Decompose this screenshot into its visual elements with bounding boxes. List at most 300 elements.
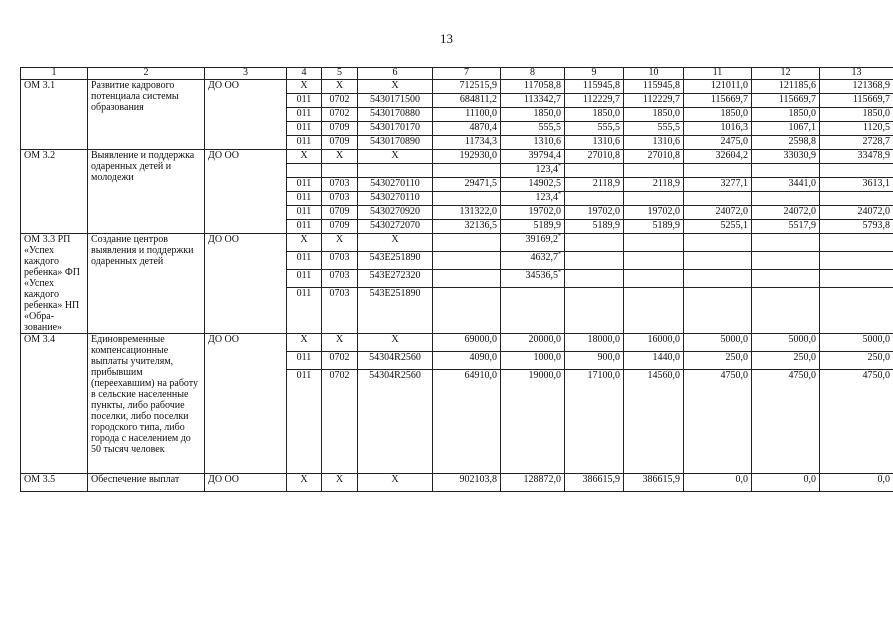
cell-value: 0703	[329, 269, 350, 281]
cell-value: 1440,0	[652, 352, 680, 363]
measure-name: Выявление и поддержка одаренных детей и молодежи	[88, 150, 205, 234]
cell-value: 121185,6	[778, 80, 816, 91]
cell-2022	[684, 136, 752, 150]
cell-2024	[820, 192, 893, 206]
cell-2019	[501, 108, 565, 122]
cell-csr	[358, 269, 433, 287]
cell-total	[433, 269, 501, 287]
column-header: 10	[624, 68, 684, 80]
cell-value: 684811,2	[459, 94, 497, 105]
cell-csr	[358, 94, 433, 108]
cell-value: 27010,8	[647, 150, 680, 161]
cell-gr	[287, 220, 322, 234]
measure-code: ОМ 3.5	[21, 474, 88, 492]
cell-value: 1310,6	[533, 136, 561, 147]
cell-2021	[624, 334, 684, 352]
cell-value: 0703	[329, 251, 350, 263]
cell-value: X	[300, 80, 308, 91]
cell-value: 011	[296, 108, 312, 119]
cell-total	[433, 206, 501, 220]
cell-2024	[820, 220, 893, 234]
measure-name: Создание центров выявления и поддержки одаренных детей	[88, 234, 205, 334]
cell-value: 0709	[329, 206, 350, 217]
cell-2024	[820, 234, 893, 252]
cell-2020	[565, 94, 624, 108]
cell-value: 543E272320	[369, 269, 421, 281]
cell-value: 0709	[329, 136, 350, 147]
cell-total	[433, 220, 501, 234]
cell-2023	[752, 206, 820, 220]
cell-2020	[565, 234, 624, 252]
cell-value: X	[300, 150, 308, 161]
cell-value: 4870,4	[469, 122, 497, 133]
cell-2024	[820, 178, 893, 192]
cell-section	[322, 251, 358, 269]
cell-value: 19000,0	[528, 370, 561, 381]
cell-value: 1850,0	[788, 108, 816, 119]
measure-code: ОМ 3.1	[21, 80, 88, 150]
cell-section	[322, 192, 358, 206]
cell-gr	[287, 80, 322, 94]
cell-value: 115669,7	[778, 94, 816, 105]
cell-value: 011	[296, 251, 312, 263]
cell-value: 902103,8	[459, 474, 497, 485]
cell-section	[322, 220, 358, 234]
cell-value: 386615,9	[642, 474, 680, 485]
cell-value: 0702	[329, 94, 350, 105]
cell-value: 2118,9	[652, 178, 680, 189]
cell-value: 3277,1	[720, 178, 748, 189]
cell-2020	[565, 192, 624, 206]
cell-value: 2728,7	[862, 136, 890, 147]
column-header: 13	[820, 68, 893, 80]
page-number: 13	[440, 31, 453, 46]
cell-2022	[684, 192, 752, 206]
cell-2023	[752, 94, 820, 108]
cell-2023	[752, 122, 820, 136]
footnote-mark: *	[558, 233, 561, 240]
cell-csr	[358, 122, 433, 136]
cell-value: 24072,0	[857, 206, 890, 217]
cell-gr	[287, 178, 322, 192]
cell-gr	[287, 352, 322, 370]
cell-value: 5517,9	[788, 220, 816, 231]
footnote-mark: *	[558, 269, 561, 276]
cell-total	[433, 474, 501, 492]
table-header-row	[21, 68, 893, 80]
cell-value: 112229,7	[642, 94, 680, 105]
cell-value: 123,4	[535, 192, 558, 203]
cell-section	[322, 269, 358, 287]
cell-section	[322, 370, 358, 474]
cell-csr	[358, 352, 433, 370]
cell-2024	[820, 94, 893, 108]
cell-csr	[358, 164, 433, 178]
measure-code: ОМ 3.4	[21, 334, 88, 474]
cell-2021	[624, 108, 684, 122]
cell-2019	[501, 164, 565, 178]
cell-2022	[684, 334, 752, 352]
cell-section	[322, 164, 358, 178]
cell-value: 1016,3	[720, 122, 748, 133]
cell-2023	[752, 178, 820, 192]
cell-value: 555,5	[597, 122, 620, 133]
cell-value: 5189,9	[533, 220, 561, 231]
cell-value: X	[335, 234, 344, 245]
cell-csr	[358, 192, 433, 206]
table-row	[21, 80, 893, 94]
cell-2022	[684, 164, 752, 178]
cell-2023	[752, 220, 820, 234]
cell-value: 0,0	[803, 474, 816, 485]
cell-2024	[820, 287, 893, 333]
cell-gr	[287, 206, 322, 220]
cell-value: X	[300, 234, 308, 245]
cell-2019	[501, 251, 565, 269]
cell-value: 115669,7	[852, 94, 890, 105]
cell-value: X	[300, 474, 308, 485]
cell-value: 1850,0	[862, 108, 890, 119]
cell-value: 5430270110	[370, 178, 420, 189]
cell-2024	[820, 164, 893, 178]
cell-value: 011	[296, 352, 312, 363]
cell-value: 17100,0	[587, 370, 620, 381]
cell-2022	[684, 206, 752, 220]
budget-table	[20, 67, 893, 492]
cell-csr	[358, 178, 433, 192]
cell-section	[322, 108, 358, 122]
table-row	[21, 334, 893, 352]
table-row	[21, 474, 893, 492]
cell-total	[433, 334, 501, 352]
cell-2020	[565, 108, 624, 122]
cell-2019	[501, 80, 565, 94]
cell-value: 131322,0	[459, 206, 497, 217]
cell-value: 555,5	[538, 122, 561, 133]
cell-value: 0702	[329, 352, 350, 363]
column-header: 3	[205, 68, 287, 80]
cell-total	[433, 164, 501, 178]
cell-value: 24072,0	[783, 206, 816, 217]
cell-value: 5000,0	[788, 334, 816, 345]
table-row	[21, 150, 893, 164]
cell-csr	[358, 150, 433, 164]
cell-2022	[684, 251, 752, 269]
cell-value: X	[335, 334, 344, 345]
cell-2024	[820, 334, 893, 352]
cell-2021	[624, 122, 684, 136]
cell-value: 64910,0	[464, 370, 497, 381]
cell-total	[433, 150, 501, 164]
cell-2019	[501, 352, 565, 370]
cell-value: 1850,0	[533, 108, 561, 119]
cell-2022	[684, 234, 752, 252]
cell-value: 5430170880	[370, 108, 420, 119]
cell-value: 011	[296, 370, 312, 381]
cell-value: 39794,4	[528, 150, 561, 161]
cell-2021	[624, 269, 684, 287]
cell-value: 115669,7	[710, 94, 748, 105]
cell-gr	[287, 370, 322, 474]
cell-value: 011	[296, 136, 312, 147]
cell-value: X	[300, 334, 308, 345]
cell-section	[322, 178, 358, 192]
cell-total	[433, 192, 501, 206]
cell-2021	[624, 287, 684, 333]
executor: ДО ОО	[205, 150, 287, 234]
cell-2022	[684, 370, 752, 474]
cell-2020	[565, 220, 624, 234]
cell-value: 115945,8	[582, 80, 620, 91]
cell-2023	[752, 150, 820, 164]
cell-csr	[358, 206, 433, 220]
cell-value: 5430171500	[370, 94, 420, 105]
cell-section	[322, 80, 358, 94]
cell-value: 18000,0	[587, 334, 620, 345]
cell-2024	[820, 206, 893, 220]
cell-2024	[820, 474, 893, 492]
cell-2022	[684, 178, 752, 192]
cell-2023	[752, 474, 820, 492]
cell-2021	[624, 80, 684, 94]
cell-2019	[501, 178, 565, 192]
cell-value: 1067,1	[788, 122, 816, 133]
cell-value: 4632,7	[530, 251, 558, 263]
cell-value: 32136,5	[464, 220, 497, 231]
cell-2020	[565, 269, 624, 287]
cell-2020	[565, 370, 624, 474]
cell-value: 0,0	[877, 474, 890, 485]
cell-2020	[565, 136, 624, 150]
column-header: 1	[21, 68, 88, 80]
cell-2020	[565, 164, 624, 178]
cell-2019	[501, 220, 565, 234]
cell-value: 250,0	[867, 352, 890, 363]
cell-2021	[624, 352, 684, 370]
cell-section	[322, 122, 358, 136]
cell-2024	[820, 136, 893, 150]
cell-value: 121011,0	[710, 80, 748, 91]
cell-value: 3441,0	[788, 178, 816, 189]
column-header: 2	[88, 68, 205, 80]
cell-2023	[752, 287, 820, 333]
cell-2021	[624, 136, 684, 150]
cell-value: 543E251890	[369, 251, 421, 263]
cell-total	[433, 370, 501, 474]
cell-value: 33030,9	[783, 150, 816, 161]
cell-value: 543E251890	[369, 287, 421, 299]
cell-2019	[501, 150, 565, 164]
cell-2019	[501, 192, 565, 206]
cell-value: 011	[296, 287, 312, 299]
executor: ДО ОО	[205, 474, 287, 492]
cell-value: 54304R2560	[369, 352, 421, 363]
cell-total	[433, 122, 501, 136]
cell-2019	[501, 474, 565, 492]
cell-value: 5000,0	[862, 334, 890, 345]
cell-gr	[287, 164, 322, 178]
cell-2024	[820, 251, 893, 269]
cell-csr	[358, 220, 433, 234]
cell-2023	[752, 370, 820, 474]
footnote-mark: *	[558, 163, 561, 170]
measure-name: Единовременные компенсационные выплаты учителям, прибывшим (переехавшим) на работу в сельские населенные пункты, либо рабочие поселки, либо поселки городского типа, либо города с населением до 50 тысяч человек	[88, 334, 205, 474]
cell-2022	[684, 287, 752, 333]
cell-2020	[565, 122, 624, 136]
cell-gr	[287, 192, 322, 206]
cell-value: 5430272070	[370, 220, 420, 231]
cell-value: 29471,5	[464, 178, 497, 189]
cell-value: 4750,0	[862, 370, 890, 381]
cell-2020	[565, 352, 624, 370]
cell-value: 1000,0	[533, 352, 561, 363]
table-row	[21, 234, 893, 252]
cell-value: X	[391, 150, 399, 161]
cell-section	[322, 334, 358, 352]
cell-value: 121368,9	[852, 80, 890, 91]
cell-value: 1850,0	[652, 108, 680, 119]
cell-value: 2475,0	[720, 136, 748, 147]
cell-2020	[565, 80, 624, 94]
cell-section	[322, 94, 358, 108]
cell-value: 1850,0	[592, 108, 620, 119]
cell-value: 250,0	[793, 352, 816, 363]
cell-value: X	[391, 474, 399, 485]
column-header: 12	[752, 68, 820, 80]
cell-2021	[624, 251, 684, 269]
cell-value: 113342,7	[523, 94, 561, 105]
cell-value: 5189,9	[592, 220, 620, 231]
cell-value: 4090,0	[469, 352, 497, 363]
cell-csr	[358, 80, 433, 94]
cell-section	[322, 206, 358, 220]
cell-total	[433, 136, 501, 150]
cell-value: 5430270110	[370, 192, 420, 203]
footnote-mark: *	[558, 251, 561, 258]
column-header: 4	[287, 68, 322, 80]
cell-value: X	[335, 474, 344, 485]
cell-2022	[684, 150, 752, 164]
cell-2024	[820, 80, 893, 94]
cell-total	[433, 251, 501, 269]
column-header: 7	[433, 68, 501, 80]
cell-csr	[358, 234, 433, 252]
cell-2021	[624, 94, 684, 108]
cell-gr	[287, 150, 322, 164]
cell-2022	[684, 269, 752, 287]
cell-value: 192930,0	[459, 150, 497, 161]
cell-value: X	[391, 234, 399, 245]
cell-value: 011	[296, 192, 312, 203]
cell-value: 11100,0	[465, 108, 497, 119]
executor: ДО ОО	[205, 80, 287, 150]
cell-value: 5430270920	[370, 206, 420, 217]
cell-gr	[287, 287, 322, 333]
cell-2023	[752, 192, 820, 206]
cell-value: 34536,5	[525, 269, 558, 281]
cell-value: 16000,0	[647, 334, 680, 345]
cell-value: 1850,0	[720, 108, 748, 119]
cell-value: 117058,8	[523, 80, 561, 91]
cell-2019	[501, 334, 565, 352]
cell-gr	[287, 234, 322, 252]
cell-2024	[820, 370, 893, 474]
cell-gr	[287, 122, 322, 136]
cell-csr	[358, 136, 433, 150]
cell-csr	[358, 334, 433, 352]
cell-total	[433, 234, 501, 252]
cell-section	[322, 234, 358, 252]
column-header: 11	[684, 68, 752, 80]
column-header: 9	[565, 68, 624, 80]
cell-value: 20000,0	[528, 334, 561, 345]
cell-value: 386615,9	[582, 474, 620, 485]
cell-value: 19702,0	[528, 206, 561, 217]
cell-value: 19702,0	[647, 206, 680, 217]
cell-2023	[752, 269, 820, 287]
cell-gr	[287, 269, 322, 287]
cell-2020	[565, 251, 624, 269]
cell-value: 0703	[329, 287, 350, 299]
cell-2021	[624, 206, 684, 220]
cell-2023	[752, 234, 820, 252]
cell-value: 0702	[329, 108, 350, 119]
cell-value: 2598,8	[788, 136, 816, 147]
cell-2022	[684, 108, 752, 122]
cell-value: 112229,7	[582, 94, 620, 105]
cell-total	[433, 80, 501, 94]
cell-value: 0709	[329, 220, 350, 231]
cell-section	[322, 352, 358, 370]
cell-value: 1120,5	[862, 122, 890, 133]
column-header: 6	[358, 68, 433, 80]
cell-2021	[624, 150, 684, 164]
cell-value: X	[335, 150, 344, 161]
cell-2020	[565, 287, 624, 333]
cell-value: 5793,8	[862, 220, 890, 231]
cell-gr	[287, 474, 322, 492]
executor: ДО ОО	[205, 334, 287, 474]
cell-2019	[501, 122, 565, 136]
cell-2022	[684, 122, 752, 136]
cell-2023	[752, 334, 820, 352]
cell-2023	[752, 251, 820, 269]
cell-value: 0709	[329, 122, 350, 133]
cell-2024	[820, 269, 893, 287]
cell-2020	[565, 474, 624, 492]
cell-2021	[624, 234, 684, 252]
cell-value: 19702,0	[587, 206, 620, 217]
cell-value: 27010,8	[587, 150, 620, 161]
cell-value: 4750,0	[788, 370, 816, 381]
cell-csr	[358, 251, 433, 269]
cell-2023	[752, 352, 820, 370]
cell-value: 011	[296, 269, 312, 281]
cell-2024	[820, 150, 893, 164]
cell-2020	[565, 206, 624, 220]
measure-code: ОМ 3.2	[21, 150, 88, 234]
cell-value: 712515,9	[459, 80, 497, 91]
cell-2022	[684, 80, 752, 94]
cell-2021	[624, 192, 684, 206]
cell-2019	[501, 234, 565, 252]
cell-2023	[752, 136, 820, 150]
cell-csr	[358, 474, 433, 492]
cell-value: 0703	[329, 192, 350, 203]
cell-2021	[624, 474, 684, 492]
cell-value: 250,0	[725, 352, 748, 363]
cell-2024	[820, 108, 893, 122]
